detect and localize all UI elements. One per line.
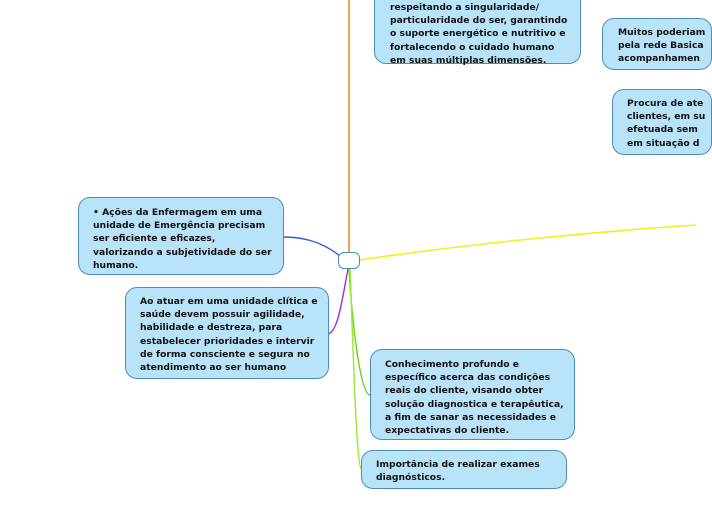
central-topic-node[interactable] [338, 252, 360, 269]
connector-blue [283, 237, 340, 256]
connector-yellow [360, 225, 696, 260]
node-bottom-2[interactable]: Importância de realizar exames diagnósticos. [361, 450, 567, 489]
connector-purple [328, 269, 348, 334]
node-top-center[interactable]: respeitando a singularidade/ particularidade do ser, garantindo o suporte energético e nutritivo e fortalecendo o cuidado humano em suas múltiplas dimensões. [374, 0, 581, 64]
node-bottom-1[interactable]: Conhecimento profundo e específico acerca das condições reais do cliente, visando obter solução diagnostica e terapêutica, a fim de sanar as necessidades e expectativas do cliente. [370, 349, 575, 440]
node-left-1[interactable]: • Ações da Enfermagem em uma unidade de Emergência precisam ser eficiente e eficazes, valorizando a subjetividade do ser humano. [78, 197, 284, 275]
node-top-right-2[interactable]: Procura de ate clientes, em su efetuada sem em situação d [612, 89, 712, 155]
node-left-2[interactable]: Ao atuar em uma unidade clítica e saúde devem possuir agilidade, habilidade e destreza, para estabelecer prioridades e intervir de forma consciente e segura no atendimento ao ser humano [125, 287, 329, 379]
node-top-right-1[interactable]: Muitos poderiam pela rede Basica acompanhamen [602, 18, 712, 70]
